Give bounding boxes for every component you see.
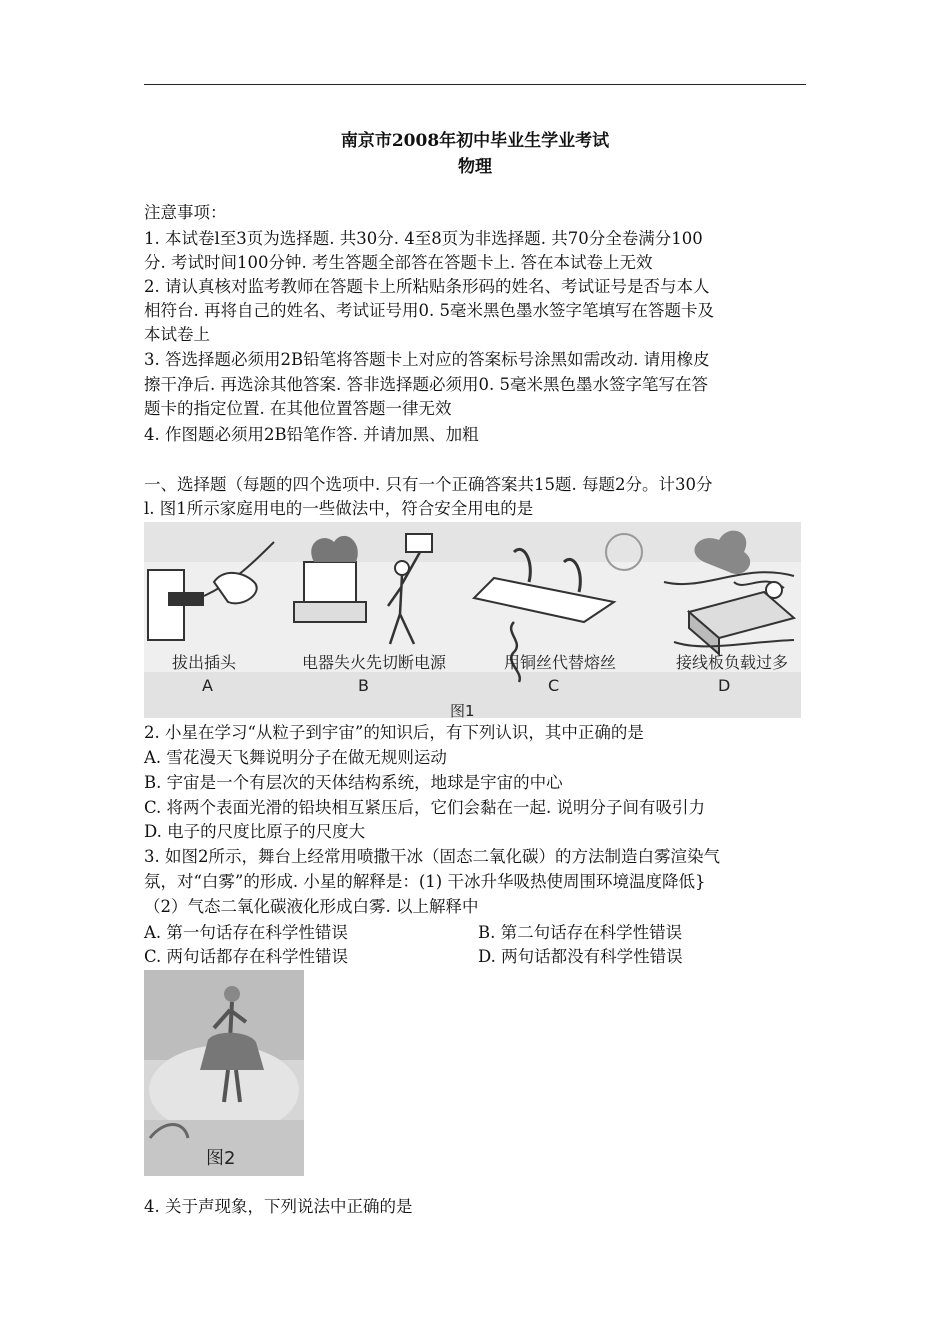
question-2-option-c: C. 将两个表面光滑的铅块相互紧压后，它们会黏在一起. 说明分子间有吸引力 [144, 798, 706, 817]
notes-line: 3. 答选择题必须用2B铅笔将答题卡上对应的答案标号涂黑如需改动. 请用橡皮 [144, 350, 710, 369]
figure-1-caption-d: 接线板负载过多 [676, 653, 789, 672]
notes-line: 本试卷上 [144, 325, 210, 344]
notes-heading: 注意事项： [144, 203, 227, 222]
notes-line: 4. 作图题必须用2B铅笔作答. 并请加黑、加粗 [144, 425, 479, 444]
question-2-option-d: D. 电子的尺度比原子的尺度大 [144, 822, 366, 841]
question-3-stem: （2）气态二氧化碳液化形成白雾. 以上解释中 [144, 897, 479, 916]
figure-1 [144, 522, 801, 718]
figure-1-caption-b: 电器失火先切断电源 [302, 653, 447, 672]
notes-line: 相符台. 再将自己的姓名、考试证号用0. 5毫米黑色墨水签字笔填写在答题卡及 [144, 301, 714, 320]
question-3-option-b: B. 第二句话存在科学性错误 [478, 923, 683, 942]
figure-1-caption-c: 用铜丝代替熔丝 [504, 653, 617, 672]
question-3-option-d: D. 两句话都没有科学性错误 [478, 947, 683, 966]
figure-2 [144, 970, 304, 1176]
exam-title: 南京市2008年初中毕业生学业考试 [340, 131, 610, 151]
question-3-option-a: A. 第一句话存在科学性错误 [144, 923, 348, 942]
figure-1-letter-a: A [202, 676, 213, 695]
figure-2-label: 图2 [206, 1148, 236, 1169]
question-1: l. 图1所示家庭用电的一些做法中，符合安全用电的是 [144, 499, 534, 518]
exam-subject: 物理 [458, 157, 492, 177]
section-heading: 一、选择题（每题的四个选项中. 只有一个正确答案共15题. 每题2分。计30分 [144, 475, 713, 494]
figure-1-label: 图1 [450, 702, 475, 718]
figure-1-caption-a: 拔出插头 [172, 653, 237, 672]
notes-line: 1. 本试卷l至3页为选择题. 共30分. 4至8页为非选择题. 共70分全卷满分100 [144, 229, 703, 248]
figure-1-letter-d: D [718, 676, 731, 695]
figure-1-letter-b: B [358, 676, 369, 695]
notes-line: 擦干净后. 再选涂其他答案. 答非选择题必须用0. 5毫米黑色墨水签字笔写在答 [144, 375, 708, 394]
figure-1-letter-c: C [548, 676, 560, 695]
question-2-stem: 2. 小星在学习“从粒子到宇宙”的知识后，有下列认识，其中正确的是 [144, 723, 644, 742]
question-3-option-c: C. 两句话都存在科学性错误 [144, 947, 349, 966]
notes-line: 2. 请认真核对监考教师在答题卡上所粘贴条形码的姓名、考试证号是否与本人 [144, 277, 710, 296]
question-2-option-b: B. 宇宙是一个有层次的天体结构系统，地球是宇宙的中心 [144, 773, 563, 792]
question-3-stem: 3. 如图2所示，舞台上经常用喷撒干冰（固态二氧化碳）的方法制造白雾渲染气 [144, 847, 720, 866]
figure-1-illustration [144, 522, 801, 718]
question-4-stem: 4. 关于声现象，下列说法中正确的是 [144, 1197, 413, 1216]
question-2-option-a: A. 雪花漫天飞舞说明分子在做无规则运动 [144, 748, 447, 767]
notes-line: 题卡的指定位置. 在其他位置答题一律无效 [144, 399, 452, 418]
question-3-stem: 氛，对“白雾”的形成. 小星的解释是：(1) 干冰升华吸热使周围环境温度降低} [144, 872, 706, 891]
header-rule [144, 84, 806, 85]
notes-line: 分. 考试时间100分钟. 考生答题全部答在答题卡上. 答在本试卷上无效 [144, 253, 653, 272]
